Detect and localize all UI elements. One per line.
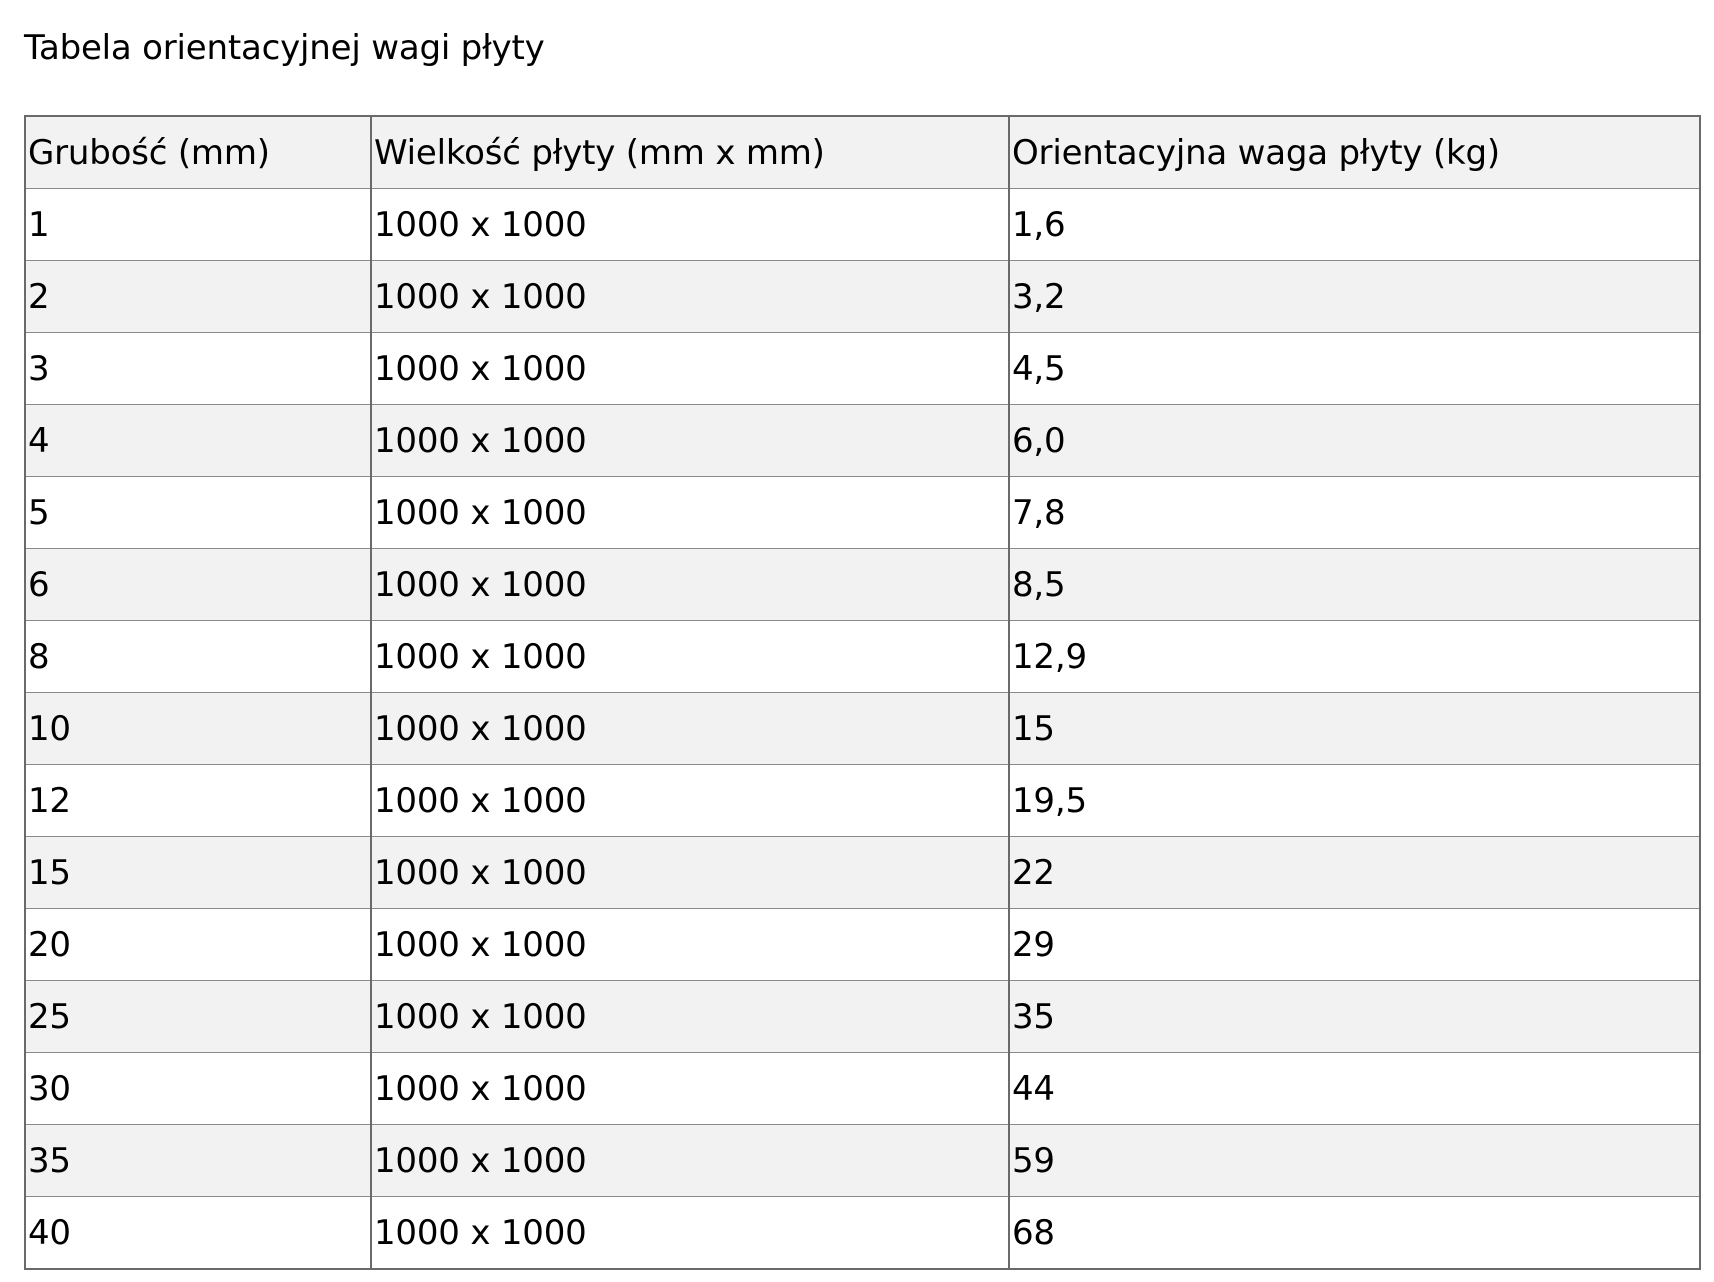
header-approx-weight: Orientacyjna waga płyty (kg) [1009, 116, 1700, 189]
table-row [25, 189, 1700, 261]
cell-plate-size: 1000 x 1000 [371, 261, 1009, 333]
cell-thickness: 3 [25, 333, 371, 405]
header-plate-size: Wielkość płyty (mm x mm) [371, 116, 1009, 189]
cell-thickness: 5 [25, 477, 371, 549]
table-row [25, 405, 1700, 477]
table-body [25, 189, 1700, 1270]
cell-thickness: 30 [25, 1053, 371, 1125]
cell-plate-size: 1000 x 1000 [371, 765, 1009, 837]
cell-approx-weight: 68 [1009, 1197, 1700, 1270]
table-row [25, 477, 1700, 549]
table-header-row [25, 116, 1700, 189]
cell-approx-weight: 15 [1009, 693, 1700, 765]
cell-approx-weight: 59 [1009, 1125, 1700, 1197]
cell-plate-size: 1000 x 1000 [371, 1053, 1009, 1125]
cell-plate-size: 1000 x 1000 [371, 1125, 1009, 1197]
cell-thickness: 2 [25, 261, 371, 333]
cell-thickness: 6 [25, 549, 371, 621]
table-header [25, 116, 1700, 189]
cell-plate-size: 1000 x 1000 [371, 189, 1009, 261]
cell-plate-size: 1000 x 1000 [371, 477, 1009, 549]
table-row [25, 693, 1700, 765]
cell-approx-weight: 35 [1009, 981, 1700, 1053]
cell-approx-weight: 19,5 [1009, 765, 1700, 837]
table-row [25, 1197, 1700, 1270]
table-row [25, 333, 1700, 405]
cell-approx-weight: 29 [1009, 909, 1700, 981]
cell-thickness: 12 [25, 765, 371, 837]
table-row [25, 837, 1700, 909]
page-title: Tabela orientacyjnej wagi płyty [24, 28, 545, 68]
cell-plate-size: 1000 x 1000 [371, 621, 1009, 693]
table-row [25, 1125, 1700, 1197]
cell-thickness: 15 [25, 837, 371, 909]
cell-thickness: 35 [25, 1125, 371, 1197]
cell-approx-weight: 7,8 [1009, 477, 1700, 549]
cell-approx-weight: 44 [1009, 1053, 1700, 1125]
table-row [25, 549, 1700, 621]
cell-approx-weight: 12,9 [1009, 621, 1700, 693]
cell-plate-size: 1000 x 1000 [371, 981, 1009, 1053]
table-row [25, 261, 1700, 333]
cell-thickness: 20 [25, 909, 371, 981]
cell-approx-weight: 6,0 [1009, 405, 1700, 477]
cell-plate-size: 1000 x 1000 [371, 405, 1009, 477]
cell-thickness: 4 [25, 405, 371, 477]
cell-approx-weight: 1,6 [1009, 189, 1700, 261]
cell-plate-size: 1000 x 1000 [371, 693, 1009, 765]
cell-thickness: 1 [25, 189, 371, 261]
cell-plate-size: 1000 x 1000 [371, 549, 1009, 621]
table-row [25, 765, 1700, 837]
table-row [25, 909, 1700, 981]
cell-plate-size: 1000 x 1000 [371, 1197, 1009, 1270]
plate-weight-table [24, 115, 1701, 1270]
cell-plate-size: 1000 x 1000 [371, 909, 1009, 981]
header-thickness: Grubość (mm) [25, 116, 371, 189]
table-row [25, 621, 1700, 693]
cell-plate-size: 1000 x 1000 [371, 837, 1009, 909]
cell-approx-weight: 3,2 [1009, 261, 1700, 333]
cell-plate-size: 1000 x 1000 [371, 333, 1009, 405]
cell-thickness: 25 [25, 981, 371, 1053]
cell-approx-weight: 4,5 [1009, 333, 1700, 405]
table-row [25, 1053, 1700, 1125]
cell-thickness: 10 [25, 693, 371, 765]
cell-thickness: 8 [25, 621, 371, 693]
cell-thickness: 40 [25, 1197, 371, 1270]
table-row [25, 981, 1700, 1053]
cell-approx-weight: 8,5 [1009, 549, 1700, 621]
cell-approx-weight: 22 [1009, 837, 1700, 909]
